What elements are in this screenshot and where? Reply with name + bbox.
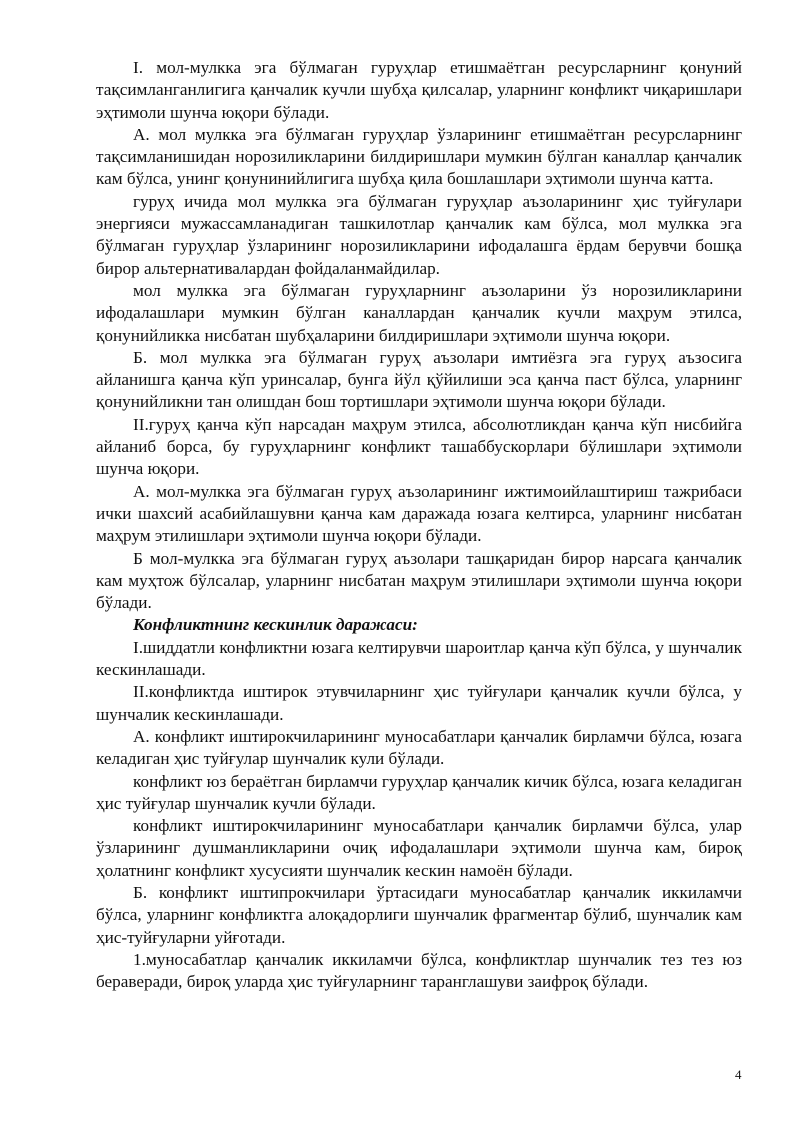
document-page (96, 57, 742, 993)
section-heading: Конфликтнинг кескинлик даражаси: (133, 615, 418, 635)
paragraph: А. мол-мулкка эга бўлмаган гуруҳ аъзоларининг ижтимоийлаштириш тажрибаси ички шахсий асабийлашувни қанча кам даражада юзага келтирса, уларнинг нисбатан маҳрум этилишлари эҳтимоли шунча юқори бўлади. (96, 481, 742, 546)
paragraph: мол мулкка эга бўлмаган гуруҳларнинг аъзоларини ўз норозиликларини ифодалашлари мумкин бўлган каналлардан қанчалик кучли маҳрум этилса, қонунийликка нисбатан шубҳаларини билдиришлари эҳтимоли шунча юқори. (96, 280, 742, 345)
paragraph: Б мол-мулкка эга бўлмаган гуруҳ аъзолари ташқаридан бирор нарсага қанчалик кам муҳтож бўлсалар, уларнинг нисбатан маҳрум этилишлари эҳтимоли шунча юқори бўлади. (96, 548, 742, 613)
paragraph: II.конфликтда иштирок этувчиларнинг ҳис туйғулари қанчалик кучли бўлса, у шунчалик кескинлашади. (96, 682, 742, 724)
paragraph: гуруҳ ичида мол мулкка эга бўлмаган гуруҳлар аъзоларининг ҳис туйғулари энергияси мужассамланадиган ташкилотлар қанчалик кам бўлса, мол мулкка эга бўлмаган гуруҳлар ўзларининг норозиликларини ифодалашга ёрдам берувчи бошқа бирор альтернативалардан фойдаланмайдилар. (96, 191, 742, 278)
paragraph: А. конфликт иштирокчиларининг муносабатлари қанчалик бирламчи бўлса, юзага келадиган ҳис туйғулар шунчалик кули бўлади. (96, 726, 742, 769)
paragraph: I.шиддатли конфликтни юзага келтирувчи шароитлар қанча кўп бўлса, у шунчалик кескинлашади. (96, 637, 742, 680)
paragraph: Б. мол мулкка эга бўлмаган гуруҳ аъзолари имтиёзга эга гуруҳ аъзосига айланишга қанча кўп уринсалар, бунга йўл қўйилиши эса қанча паст бўлса, уларнинг қонунийликни тан олишдан бош тортишлари эҳтимоли шунча юқори бўлади. (96, 347, 742, 412)
paragraph: конфликт иштирокчиларининг муносабатлари қанчалик бирламчи бўлса, улар ўзларининг душманликларини очиқ ифодалашлари эҳтимоли шунча кам, бироқ ҳолатнинг конфликт хусусияти шунчалик кескин намоён бўлади. (96, 816, 742, 880)
page-number: 4 (735, 1067, 742, 1082)
paragraph: Б. конфликт иштипрокчилари ўртасидаги муносабатлар қанчалик иккиламчи бўлса, уларнинг конфликтга алоқадорлиги шунчалик фрагментар бўлиб, шунчалик кам ҳис-туйғуларни уйғотади. (96, 882, 742, 947)
paragraph: I. мол-мулкка эга бўлмаган гуруҳлар етишмаётган ресурсларнинг қонуний тақсимланганлигига қанчалик кучли шубҳа қилсалар, уларнинг конфликт чиқаришлари эҳтимоли шунча юқори бўлади. (96, 58, 742, 122)
paragraph: конфликт юз бераётган бирламчи гуруҳлар қанчалик кичик бўлса, юзага келадиган ҳис туйғулар шунчалик кучли бўлади. (96, 771, 742, 813)
paragraph: II.гуруҳ қанча кўп нарсадан маҳрум этилса, абсолютликдан қанча кўп нисбийга айланиб борса, бу гуруҳларнинг конфликт ташаббускорлари бўлишлари эҳтимоли шунча юқори. (96, 414, 742, 479)
paragraph: 1.муносабатлар қанчалик иккиламчи бўлса, конфликтлар шунчалик тез тез юз бераверади, бироқ уларда ҳис туйғуларнинг таранглашуви заифроқ бўлади. (96, 949, 742, 992)
paragraph: А. мол мулкка эга бўлмаган гуруҳлар ўзларининг етишмаётган ресурсларнинг тақсимланишидан норозиликларини билдиришлари мумкин бўлган каналлар қанчалик кам бўлса, унинг қонунинийлигига шубҳа қила бошлашлари эҳтимоли шунча катта. (96, 124, 742, 189)
